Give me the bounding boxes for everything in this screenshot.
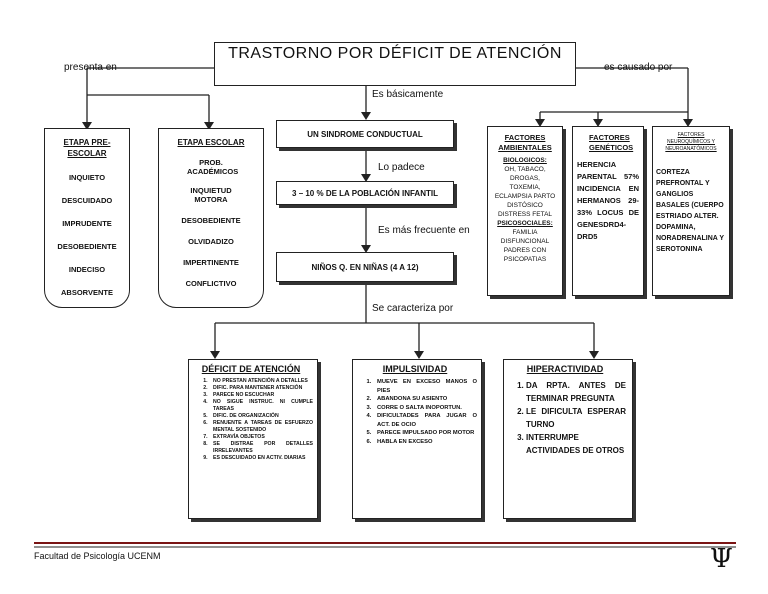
label-causado-por: es causado por xyxy=(604,62,673,73)
hiperactividad-box xyxy=(503,359,633,519)
footer-text: Facultad de Psicología UCENM xyxy=(34,551,161,561)
label-presenta-en: presenta en xyxy=(64,62,117,73)
deficit-title: DÉFICIT DE ATENCIÓN xyxy=(201,364,301,374)
escolar-item: PROB. ACADÉMICOS xyxy=(187,158,239,176)
biologicos-text: OH, TABACO, DROGAS, TOXEMIA, ECLAMPSIA PARTO DISTÓSICO DISTRESS FETAL xyxy=(494,166,556,218)
psicosociales-label: PSICOSOCIALES: xyxy=(497,220,553,227)
escolar-box xyxy=(158,128,264,308)
hiperactividad-list xyxy=(504,379,626,457)
deficit-box xyxy=(188,359,318,519)
list-item: 3. INTERRUMPE ACTIVIDADES DE OTROS xyxy=(526,431,626,457)
poblacion-box xyxy=(276,181,454,205)
geneticos-title: FACTORES GENÉTICOS xyxy=(589,133,634,152)
deficit-list xyxy=(189,378,313,462)
preescolar-item: INQUIETO xyxy=(68,173,106,182)
escolar-item: OLVIDADIZO xyxy=(188,237,234,246)
list-item: 1. DA RPTA. ANTES DE TERMINAR PREGUNTA xyxy=(526,379,626,405)
neuro-text: CORTEZA PREFRONTAL Y GANGLIOS BASALES (CUERPO ESTRIADO ALTER. DOPAMINA, NORADRENALINA Y SEROTONINA xyxy=(656,169,724,253)
escolar-item: INQUIETUD MOTORA xyxy=(190,186,232,204)
label-es-basicamente: Es básicamente xyxy=(372,89,444,100)
list-item: 3. PARECE NO ESCUCHAR xyxy=(209,392,313,399)
preescolar-item: ABSORVENTE xyxy=(61,288,113,297)
geneticos-text: HERENCIA PARENTAL 57% INCIDENCIA EN HERMANOS 29-33% LOCUS DE GENESDRD4-DRD5 xyxy=(577,160,639,241)
label-mas-frecuente: Es más frecuente en xyxy=(378,225,470,236)
neuro-title: FACTORES NEUROQUÍMICOS Y NEUROANATÓMICOS xyxy=(665,132,717,152)
neuro-box xyxy=(652,126,730,296)
sindrome-text: UN SINDROME CONDUCTUAL xyxy=(307,129,423,139)
list-item: 4. NO SIGUE INSTRUC. NI CUMPLE TAREAS xyxy=(209,399,313,413)
ninos-box xyxy=(276,252,454,282)
impulsividad-list xyxy=(353,378,477,446)
label-lo-padece: Lo padece xyxy=(378,162,425,173)
biologicos-label: BIOLOGICOS: xyxy=(503,157,547,164)
preescolar-item: DESOBEDIENTE xyxy=(57,242,117,251)
preescolar-item: IMPRUDENTE xyxy=(62,219,112,228)
hiperactividad-title: HIPERACTIVIDAD xyxy=(526,364,604,374)
escolar-item: CONFLICTIVO xyxy=(185,279,237,288)
list-item: 1. NO PRESTAN ATENCIÓN A DETALLES xyxy=(209,378,313,385)
preescolar-item: DESCUIDADO xyxy=(61,196,113,205)
list-item: 5. DIFIC. DE ORGANIZACIÓN xyxy=(209,413,313,420)
psicosociales-text: FAMILIA DISFUNCIONAL PADRES CON PSICOPATIAS xyxy=(500,229,550,263)
list-item: 6. HABLA EN EXCESO xyxy=(373,438,477,447)
preescolar-title: ETAPA PRE-ESCOLAR xyxy=(63,138,111,158)
geneticos-box xyxy=(572,126,644,296)
impulsividad-box xyxy=(352,359,482,519)
list-item: 2. DIFIC. PARA MANTENER ATENCIÓN xyxy=(209,385,313,392)
preescolar-item: INDECISO xyxy=(68,265,106,274)
list-item: 2. ABANDONA SU ASIENTO xyxy=(373,395,477,404)
label-caracteriza: Se caracteriza por xyxy=(372,303,454,314)
list-item: 7. EXTRAVÍA OBJETOS xyxy=(209,434,313,441)
escolar-item: IMPERTINENTE xyxy=(183,258,239,267)
escolar-item: DESOBEDIENTE xyxy=(181,216,241,225)
ambientales-box xyxy=(487,126,563,296)
list-item: 9. ES DESCUIDADO EN ACTIV. DIARIAS xyxy=(209,455,313,462)
list-item: 5. PARECE IMPULSADO POR MOTOR xyxy=(373,429,477,438)
psi-logo: Ψ xyxy=(710,544,733,574)
list-item: 3. CORRE O SALTA INOPORTUN. xyxy=(373,404,477,413)
list-item: 2. LE DIFICULTA ESPERAR TURNO xyxy=(526,405,626,431)
ninos-text: NIÑOS Q. EN NIÑAS (4 A 12) xyxy=(311,262,419,272)
list-item: 6. RENUENTE A TAREAS DE ESFUERZO MENTAL SOSTENIDO xyxy=(209,420,313,434)
poblacion-text: 3 – 10 % DE LA POBLACIÓN INFANTIL xyxy=(292,188,438,198)
escolar-title: ETAPA ESCOLAR xyxy=(177,138,245,147)
preescolar-box xyxy=(44,128,130,308)
main-title-box xyxy=(214,42,576,86)
main-title: TRASTORNO POR DÉFICIT DE ATENCIÓN xyxy=(228,45,562,62)
sindrome-box xyxy=(276,120,454,148)
ambientales-title: FACTORES AMBIENTALES xyxy=(498,133,552,152)
impulsividad-title: IMPULSIVIDAD xyxy=(382,364,448,374)
list-item: 8. SE DISTRAE POR DETALLES IRRELEVANTES xyxy=(209,441,313,455)
list-item: 1. MUEVE EN EXCESO MANOS O PIES xyxy=(373,378,477,395)
list-item: 4. DIFICULTADES PARA JUGAR O ACT. DE OCIO xyxy=(373,412,477,429)
